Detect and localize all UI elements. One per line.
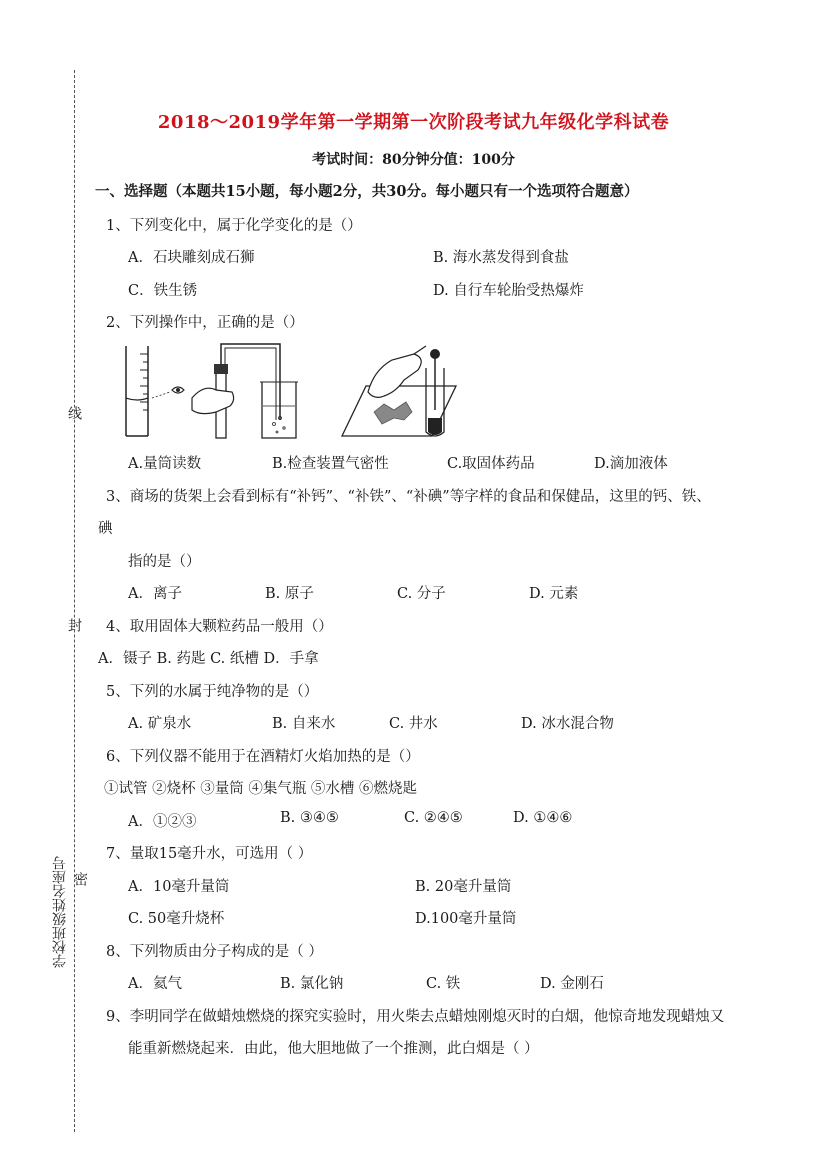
question-8-stem: 8、下列物质由分子构成的是（ ）	[106, 944, 323, 960]
question-6-option-b: B. ③④⑤	[280, 810, 339, 826]
question-1-stem: 1、下列变化中，属于化学变化的是（）	[106, 218, 362, 234]
question-3-option-c: C. 分子	[397, 586, 446, 602]
question-2-stem: 2、下列操作中，正确的是（）	[106, 315, 304, 331]
binding-dashed-line	[74, 70, 75, 1132]
question-6-stem: 6、下列仪器不能用于在酒精灯火焰加热的是（）	[106, 749, 420, 765]
section-heading: 一、选择题（本题共15小题，每小题2分，共30分。每小题只有一个选项符合题意）	[95, 183, 639, 200]
question-3-option-b: B. 原子	[265, 586, 314, 602]
question-3-option-a: A．离子	[128, 586, 182, 602]
question-8-option-c: C. 铁	[426, 976, 461, 992]
graduated-cylinder-illustration	[126, 346, 184, 436]
question-1-option-c: C．铁生锈	[128, 283, 198, 299]
question-5-option-d: D. 冰水混合物	[521, 716, 614, 732]
airtightness-check-illustration	[192, 344, 298, 438]
question-4-options: A．镊子 B. 药匙 C. 纸槽 D．手拿	[98, 651, 319, 667]
question-2-option-b: B.检查装置气密性	[272, 456, 389, 472]
question-8-option-a: A．氦气	[128, 976, 182, 992]
question-6-option-c: C. ②④⑤	[404, 810, 463, 826]
question-8-option-d: D. 金刚石	[540, 976, 604, 992]
question-3-stem-line3: 指的是（）	[128, 554, 201, 570]
lab-operations-figure	[112, 340, 672, 445]
binding-label-feng: 封	[66, 618, 82, 632]
question-1-option-a: A．石块雕刻成石狮	[128, 250, 255, 266]
question-9-stem-line2: 能重新燃烧起来．由此，他大胆地做了一个推测，此白烟是（ ）	[128, 1041, 539, 1057]
exam-info: 考试时间：80分钟分值：100分	[312, 152, 515, 168]
question-3-option-d: D. 元素	[529, 586, 579, 602]
question-5-option-a: A. 矿泉水	[128, 716, 192, 732]
question-5-option-c: C. 井水	[389, 716, 438, 732]
question-8-option-b: B. 氯化钠	[280, 976, 344, 992]
question-7-option-a: A．10毫升量筒	[128, 879, 230, 895]
dropper-illustration	[426, 349, 444, 436]
question-2-option-c: C.取固体药品	[447, 456, 535, 472]
question-1-option-b: B. 海水蒸发得到食盐	[433, 250, 569, 266]
question-5-option-b: B. 自来水	[272, 716, 336, 732]
binding-label-mi: 密	[72, 872, 88, 886]
question-4-stem: 4、取用固体大颗粒药品一般用（）	[106, 619, 333, 635]
question-7-option-b: B. 20毫升量筒	[415, 879, 512, 895]
question-3-stem-line1: 3、商场的货架上会看到标有“补钙”、“补铁”、“补碘”等字样的食品和保健品，这里的钙、铁、	[106, 489, 711, 505]
question-7-option-d: D.100毫升量筒	[415, 911, 517, 927]
question-6-items: ①试管 ②烧杯 ③量筒 ④集气瓶 ⑤水槽 ⑥燃烧匙	[104, 781, 418, 797]
question-7-stem: 7、量取15毫升水，可选用（ ）	[106, 846, 313, 862]
question-6-option-d: D. ①④⑥	[513, 810, 573, 826]
question-9-stem-line1: 9、李明同学在做蜡烛燃烧的探究实验时，用火柴去点蜡烛刚熄灭时的白烟，他惊奇地发现蜡烛又	[106, 1009, 725, 1025]
binding-label-xian: 线	[66, 406, 82, 420]
question-1-option-d: D. 自行车轮胎受热爆炸	[433, 283, 584, 299]
question-5-stem: 5、下列的水属于纯净物的是（）	[106, 684, 319, 700]
question-7-option-c: C. 50毫升烧杯	[128, 911, 225, 927]
binding-student-info: 学校班级姓名座号	[52, 856, 68, 968]
question-3-stem-line2: 碘	[98, 521, 113, 537]
question-6-option-a: A．①②③	[128, 814, 197, 830]
question-2-option-a: A.量筒读数	[128, 456, 202, 472]
question-2-option-d: D.滴加液体	[594, 456, 668, 472]
page-title: 2018～2019学年第一学期第一次阶段考试九年级化学科试卷	[157, 112, 670, 133]
